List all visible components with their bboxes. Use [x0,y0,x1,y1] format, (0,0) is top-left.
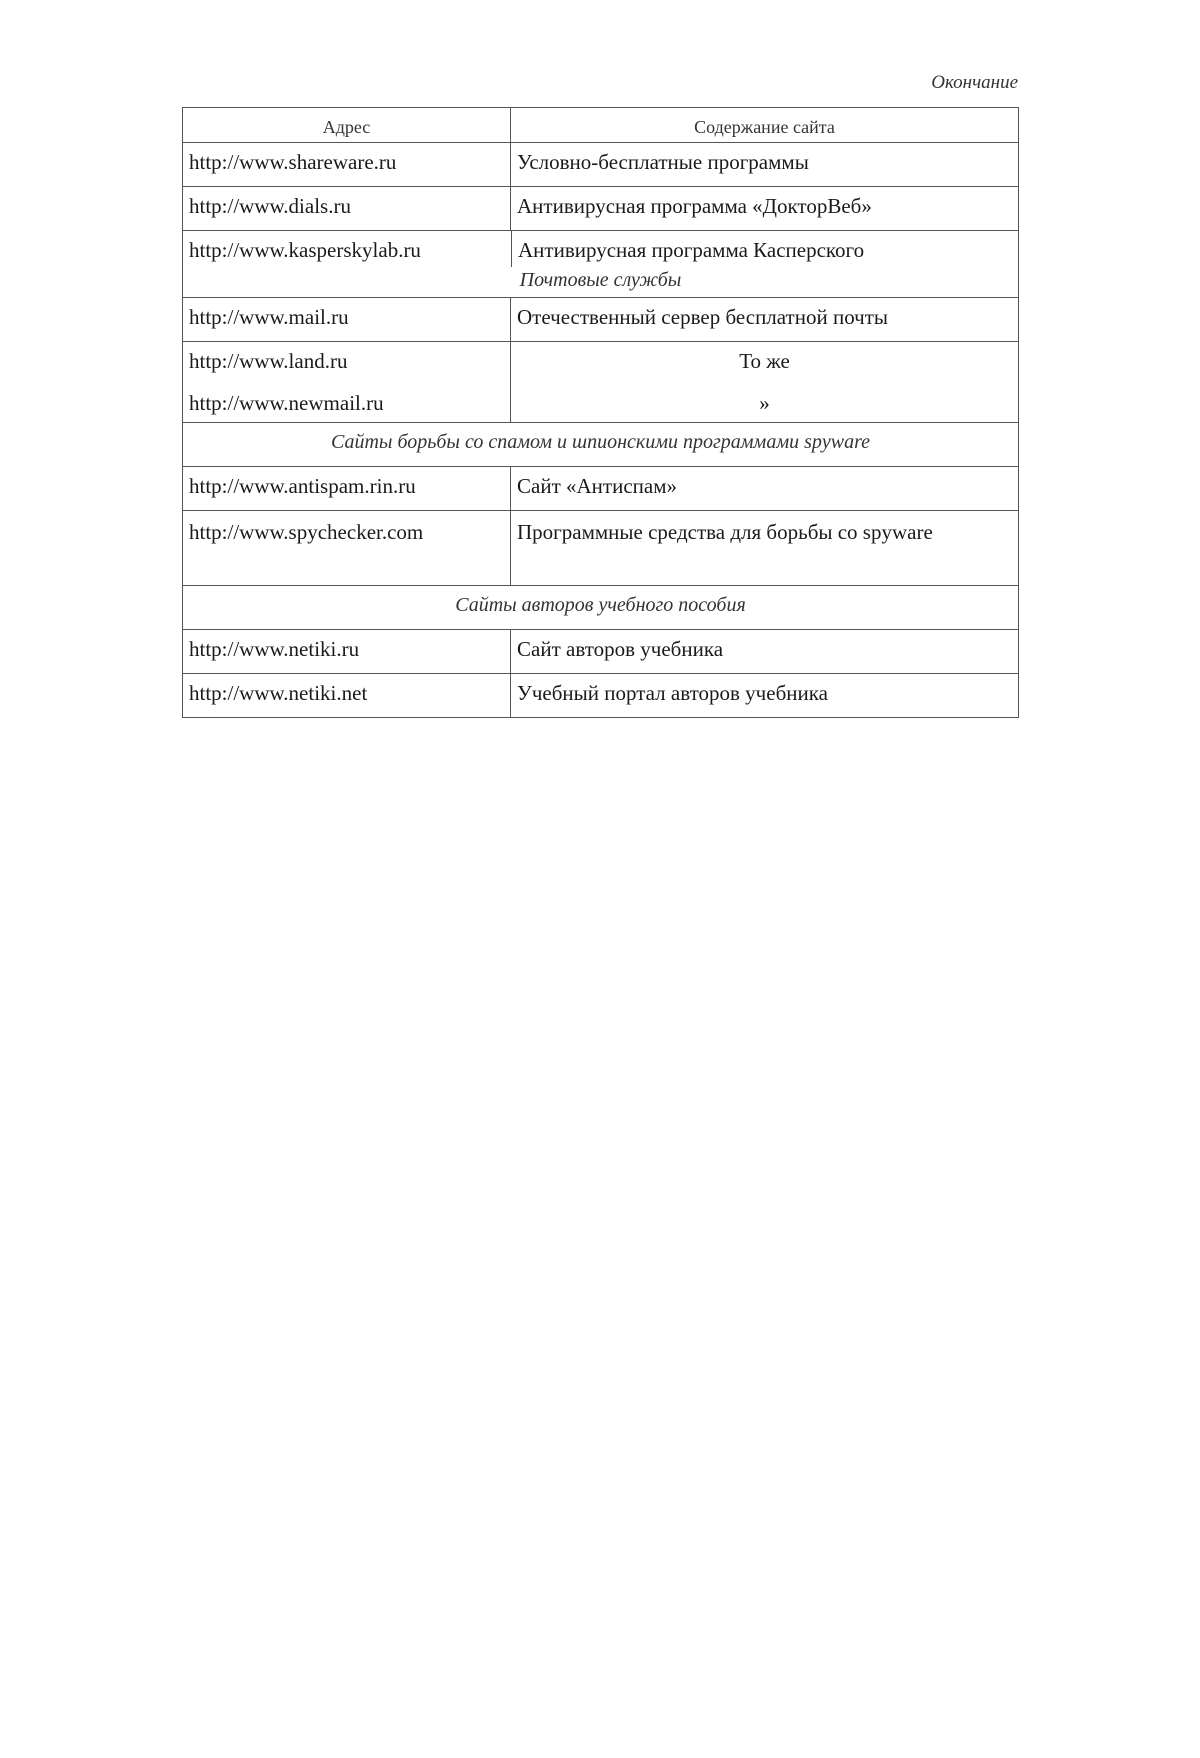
table-header-row [183,108,1019,143]
content-cell: Программные средства для борьбы со spyware [511,511,1019,586]
section-heading-spam: Сайты борьбы со спамом и шпионскими программами spyware [183,423,1019,467]
address-cell: http://www.dials.ru [183,187,511,231]
address-cell: http://www.netiki.net [183,674,511,718]
section-row [183,423,1019,467]
address-cell: http://www.netiki.ru [183,630,511,674]
table-row [183,467,1019,511]
merged-row-with-section [183,231,1019,298]
content-cell: Сайт «Антиспам» [511,467,1019,511]
header-address: Адрес [183,108,511,143]
content-line: » [759,391,770,415]
section-row [183,586,1019,630]
table-row [183,511,1019,586]
content-cell: Сайт авторов учебника [511,630,1019,674]
section-heading-authors: Сайты авторов учебного пособия [183,586,1019,630]
content-line: То же [739,349,790,373]
content-cell: Антивирусная программа Касперского [518,238,865,262]
content-cell: Учебный портал авторов учебника [511,674,1019,718]
address-cell-group [183,342,511,423]
address-cell: http://www.mail.ru [183,298,511,342]
table-row [183,298,1019,342]
address-cell: http://www.shareware.ru [183,143,511,187]
address-cell: http://www.spychecker.com [183,511,511,586]
address-line: http://www.land.ru [189,349,348,373]
continuation-label: Окончание [931,72,1018,93]
table-row [183,143,1019,187]
section-heading-mail: Почтовые службы [519,269,682,291]
address-cell: http://www.antispam.rin.ru [183,467,511,511]
content-cell: Условно-бесплатные программы [511,143,1019,187]
address-line: http://www.newmail.ru [189,391,384,415]
table-row [183,630,1019,674]
table-row [183,674,1019,718]
content-cell-group [511,342,1019,423]
content-cell: Антивирусная программа «ДокторВеб» [511,187,1019,231]
content-cell: Отечественный сервер бесплатной почты [511,298,1019,342]
table-row [183,187,1019,231]
header-content: Содержание сайта [511,108,1019,143]
address-cell: http://www.kasperskylab.ru [183,231,512,267]
sites-table [182,107,1019,718]
table-row [183,342,1019,423]
table-row [183,231,1019,298]
